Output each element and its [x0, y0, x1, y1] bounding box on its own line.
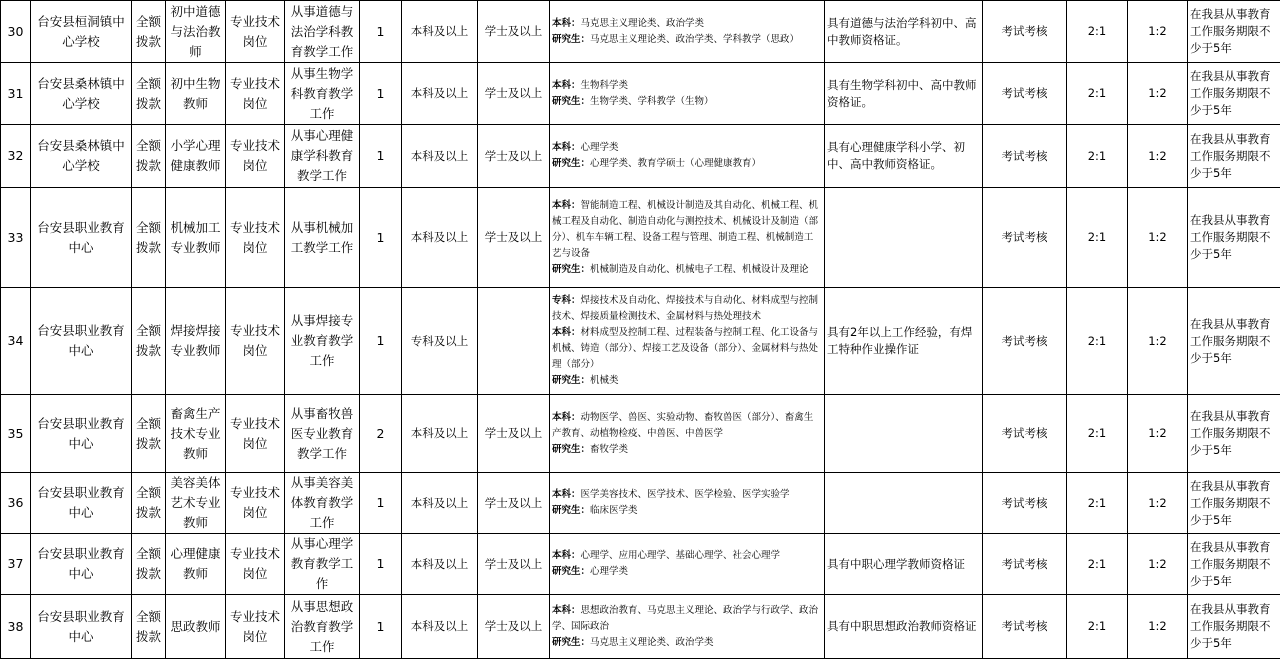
- major-list: 材料成型及控制工程、过程装备与控制工程、化工设备与机械、铸造（部分）、焊接工艺及设备（部分）、金属材料与热处理（部分）: [552, 327, 818, 370]
- major-list: 焊接技术及自动化、焊接技术与自动化、材料成型与控制技术、焊接质量检测技术、金属材料与热处理技术: [552, 295, 818, 322]
- cell-number: 35: [1, 395, 31, 473]
- cell-other-requirements: 具有中职心理学教师资格证: [825, 534, 983, 595]
- cell-ratio-1: 2:1: [1067, 188, 1128, 288]
- major-list: 机械类: [590, 375, 619, 386]
- major-list: 心理学类: [590, 566, 628, 577]
- cell-other-requirements: 具有心理健康学科小学、初中、高中教师资格证。: [825, 125, 983, 188]
- cell-position: 思政教师: [166, 595, 226, 659]
- table-row: [1, 63, 1280, 125]
- major-list: 动物医学、兽医、实验动物、畜牧兽医（部分）、畜禽生产教育、动植物检疫、中兽医、中兽医学: [552, 412, 813, 439]
- cell-degree: 学士及以上: [478, 473, 550, 534]
- cell-category: 专业技术岗位: [226, 595, 285, 659]
- table-row: [1, 188, 1280, 288]
- major-list: 生物学类、学科教学（生物）: [590, 96, 714, 107]
- cell-category: 专业技术岗位: [226, 473, 285, 534]
- cell-ratio-2: 1:2: [1128, 473, 1188, 534]
- major-requirement: [552, 503, 822, 519]
- cell-number: 38: [1, 595, 31, 659]
- cell-funding: 全额拨款: [132, 1, 166, 63]
- major-level-label: 研究生：: [552, 96, 590, 107]
- major-level-label: 本科：: [552, 605, 581, 616]
- cell-degree: 学士及以上: [478, 534, 550, 595]
- cell-unit: 台安县职业教育中心: [31, 288, 132, 395]
- major-list: 医学美容技术、医学技术、医学检验、医学实验学: [581, 489, 790, 500]
- cell-funding: 全额拨款: [132, 595, 166, 659]
- cell-ratio-1: 2:1: [1067, 395, 1128, 473]
- cell-funding: 全额拨款: [132, 188, 166, 288]
- cell-major: [550, 1, 825, 63]
- major-list: 临床医学类: [590, 505, 638, 516]
- cell-exam-method: 考试考核: [983, 534, 1067, 595]
- cell-exam-method: 考试考核: [983, 125, 1067, 188]
- cell-duty: 从事思想政治教育教学工作: [285, 595, 360, 659]
- major-list: 马克思主义理论类、政治学类: [581, 18, 705, 29]
- cell-funding: 全额拨款: [132, 395, 166, 473]
- cell-category: 专业技术岗位: [226, 288, 285, 395]
- major-level-label: 本科：: [552, 489, 581, 500]
- cell-ratio-1: 2:1: [1067, 595, 1128, 659]
- major-requirement: [552, 325, 822, 373]
- cell-ratio-2: 1:2: [1128, 63, 1188, 125]
- cell-note: 在我县从事教育工作服务期限不少于5年: [1188, 534, 1280, 595]
- cell-major: [550, 188, 825, 288]
- cell-note: 在我县从事教育工作服务期限不少于5年: [1188, 188, 1280, 288]
- cell-major: [550, 395, 825, 473]
- cell-unit: 台安县桑林镇中心学校: [31, 125, 132, 188]
- cell-position: 美容美体艺术专业教师: [166, 473, 226, 534]
- cell-exam-method: 考试考核: [983, 595, 1067, 659]
- cell-education: 本科及以上: [402, 534, 478, 595]
- major-level-label: 研究生：: [552, 505, 590, 516]
- cell-unit: 台安县职业教育中心: [31, 473, 132, 534]
- cell-degree: 学士及以上: [478, 395, 550, 473]
- major-level-label: 研究生：: [552, 375, 590, 386]
- major-requirement: [552, 262, 822, 278]
- cell-major: [550, 534, 825, 595]
- cell-note: 在我县从事教育工作服务期限不少于5年: [1188, 395, 1280, 473]
- major-list: 机械制造及自动化、机械电子工程、机械设计及理论: [590, 264, 809, 275]
- cell-funding: 全额拨款: [132, 473, 166, 534]
- cell-other-requirements: [825, 188, 983, 288]
- major-level-label: 研究生：: [552, 158, 590, 169]
- cell-degree: [478, 288, 550, 395]
- major-requirement: [552, 564, 822, 580]
- cell-number: 34: [1, 288, 31, 395]
- cell-category: 专业技术岗位: [226, 534, 285, 595]
- cell-duty: 从事心理健康学科教育教学工作: [285, 125, 360, 188]
- table-body: [1, 1, 1280, 659]
- major-requirement: [552, 442, 822, 458]
- cell-number: 31: [1, 63, 31, 125]
- major-level-label: 本科：: [552, 80, 581, 91]
- cell-position: 初中道德与法治教师: [166, 1, 226, 63]
- cell-category: 专业技术岗位: [226, 125, 285, 188]
- major-requirement: [552, 94, 822, 110]
- table-row: [1, 125, 1280, 188]
- cell-unit: 台安县职业教育中心: [31, 395, 132, 473]
- cell-other-requirements: 具有2年以上工作经验，有焊工特种作业操作证: [825, 288, 983, 395]
- cell-count: 1: [360, 125, 402, 188]
- major-requirement: [552, 603, 822, 635]
- table-row: [1, 595, 1280, 659]
- cell-note: 在我县从事教育工作服务期限不少于5年: [1188, 595, 1280, 659]
- cell-number: 37: [1, 534, 31, 595]
- cell-ratio-1: 2:1: [1067, 288, 1128, 395]
- major-requirement: [552, 32, 822, 48]
- cell-funding: 全额拨款: [132, 288, 166, 395]
- cell-count: 1: [360, 534, 402, 595]
- cell-degree: 学士及以上: [478, 188, 550, 288]
- cell-note: 在我县从事教育工作服务期限不少于5年: [1188, 63, 1280, 125]
- cell-ratio-1: 2:1: [1067, 125, 1128, 188]
- cell-ratio-2: 1:2: [1128, 125, 1188, 188]
- cell-degree: 学士及以上: [478, 63, 550, 125]
- cell-category: 专业技术岗位: [226, 188, 285, 288]
- major-list: 思想政治教育、马克思主义理论、政治学与行政学、政治学、国际政治: [552, 605, 818, 632]
- cell-education: 专科及以上: [402, 288, 478, 395]
- cell-position: 畜禽生产技术专业教师: [166, 395, 226, 473]
- major-requirement: [552, 373, 822, 389]
- major-requirement: [552, 198, 822, 262]
- major-level-label: 研究生：: [552, 264, 590, 275]
- major-level-label: 本科：: [552, 200, 581, 211]
- cell-number: 33: [1, 188, 31, 288]
- cell-education: 本科及以上: [402, 1, 478, 63]
- cell-number: 36: [1, 473, 31, 534]
- cell-ratio-1: 2:1: [1067, 534, 1128, 595]
- cell-ratio-2: 1:2: [1128, 395, 1188, 473]
- major-requirement: [552, 16, 822, 32]
- cell-position: 初中生物教师: [166, 63, 226, 125]
- major-level-label: 研究生：: [552, 34, 590, 45]
- major-level-label: 研究生：: [552, 637, 590, 648]
- cell-degree: 学士及以上: [478, 1, 550, 63]
- major-level-label: 专科：: [552, 295, 581, 306]
- major-requirement: [552, 78, 822, 94]
- major-level-label: 本科：: [552, 412, 581, 423]
- cell-position: 机械加工专业教师: [166, 188, 226, 288]
- major-list: 心理学类、教育学硕士（心理健康教育）: [590, 158, 761, 169]
- cell-ratio-1: 2:1: [1067, 473, 1128, 534]
- major-level-label: 本科：: [552, 550, 581, 561]
- cell-count: 1: [360, 63, 402, 125]
- cell-count: 1: [360, 288, 402, 395]
- cell-ratio-2: 1:2: [1128, 534, 1188, 595]
- cell-education: 本科及以上: [402, 595, 478, 659]
- cell-ratio-2: 1:2: [1128, 188, 1188, 288]
- cell-duty: 从事美容美体教育教学工作: [285, 473, 360, 534]
- cell-duty: 从事心理学教育教学工作: [285, 534, 360, 595]
- cell-other-requirements: 具有道德与法治学科初中、高中教师资格证。: [825, 1, 983, 63]
- cell-other-requirements: 具有中职思想政治教师资格证: [825, 595, 983, 659]
- cell-duty: 从事生物学科教育教学工作: [285, 63, 360, 125]
- major-requirement: [552, 293, 822, 325]
- cell-duty: 从事机械加工教学工作: [285, 188, 360, 288]
- cell-other-requirements: 具有生物学科初中、高中教师资格证。: [825, 63, 983, 125]
- cell-unit: 台安县职业教育中心: [31, 595, 132, 659]
- major-requirement: [552, 410, 822, 442]
- major-list: 畜牧学类: [590, 444, 628, 455]
- cell-exam-method: 考试考核: [983, 188, 1067, 288]
- cell-funding: 全额拨款: [132, 534, 166, 595]
- major-level-label: 研究生：: [552, 566, 590, 577]
- cell-position: 焊接焊接专业教师: [166, 288, 226, 395]
- major-requirement: [552, 548, 822, 564]
- cell-position: 小学心理健康教师: [166, 125, 226, 188]
- major-requirement: [552, 156, 822, 172]
- cell-other-requirements: [825, 473, 983, 534]
- cell-degree: 学士及以上: [478, 595, 550, 659]
- cell-major: [550, 63, 825, 125]
- cell-unit: 台安县桑林镇中心学校: [31, 63, 132, 125]
- cell-ratio-2: 1:2: [1128, 288, 1188, 395]
- major-requirement: [552, 635, 822, 651]
- cell-major: [550, 125, 825, 188]
- cell-category: 专业技术岗位: [226, 395, 285, 473]
- cell-other-requirements: [825, 395, 983, 473]
- cell-education: 本科及以上: [402, 473, 478, 534]
- table-row: [1, 288, 1280, 395]
- cell-unit: 台安县职业教育中心: [31, 188, 132, 288]
- cell-major: [550, 473, 825, 534]
- major-level-label: 本科：: [552, 142, 581, 153]
- cell-degree: 学士及以上: [478, 125, 550, 188]
- major-list: 马克思主义理论类、政治学类: [590, 637, 714, 648]
- cell-education: 本科及以上: [402, 63, 478, 125]
- cell-duty: 从事畜牧兽医专业教育教学工作: [285, 395, 360, 473]
- cell-duty: 从事焊接专业教育教学工作: [285, 288, 360, 395]
- cell-exam-method: 考试考核: [983, 1, 1067, 63]
- table-row: [1, 395, 1280, 473]
- cell-major: [550, 288, 825, 395]
- major-level-label: 本科：: [552, 327, 581, 338]
- cell-funding: 全额拨款: [132, 63, 166, 125]
- major-requirement: [552, 140, 822, 156]
- cell-count: 1: [360, 1, 402, 63]
- cell-note: 在我县从事教育工作服务期限不少于5年: [1188, 1, 1280, 63]
- cell-education: 本科及以上: [402, 395, 478, 473]
- major-level-label: 研究生：: [552, 444, 590, 455]
- cell-number: 32: [1, 125, 31, 188]
- cell-education: 本科及以上: [402, 188, 478, 288]
- table-row: [1, 1, 1280, 63]
- major-list: 生物科学类: [581, 80, 629, 91]
- cell-count: 1: [360, 473, 402, 534]
- major-list: 心理学、应用心理学、基础心理学、社会心理学: [581, 550, 781, 561]
- cell-exam-method: 考试考核: [983, 288, 1067, 395]
- cell-exam-method: 考试考核: [983, 473, 1067, 534]
- cell-note: 在我县从事教育工作服务期限不少于5年: [1188, 288, 1280, 395]
- cell-funding: 全额拨款: [132, 125, 166, 188]
- cell-position: 心理健康教师: [166, 534, 226, 595]
- table-row: [1, 534, 1280, 595]
- cell-education: 本科及以上: [402, 125, 478, 188]
- cell-duty: 从事道德与法治学科教育教学工作: [285, 1, 360, 63]
- cell-ratio-2: 1:2: [1128, 595, 1188, 659]
- major-list: 马克思主义理论类、政治学类、学科教学（思政）: [590, 34, 799, 45]
- cell-ratio-2: 1:2: [1128, 1, 1188, 63]
- cell-category: 专业技术岗位: [226, 63, 285, 125]
- cell-number: 30: [1, 1, 31, 63]
- cell-count: 1: [360, 188, 402, 288]
- cell-count: 2: [360, 395, 402, 473]
- cell-exam-method: 考试考核: [983, 63, 1067, 125]
- cell-category: 专业技术岗位: [226, 1, 285, 63]
- cell-exam-method: 考试考核: [983, 395, 1067, 473]
- major-list: 智能制造工程、机械设计制造及其自动化、机械工程、机械工程及自动化、制造自动化与测控技术、机械设计及制造（部分）、机车车辆工程、设备工程与管理、制造工程、机械制造工艺与设备: [552, 200, 818, 259]
- cell-ratio-1: 2:1: [1067, 63, 1128, 125]
- cell-count: 1: [360, 595, 402, 659]
- cell-unit: 台安县职业教育中心: [31, 534, 132, 595]
- major-level-label: 本科：: [552, 18, 581, 29]
- cell-note: 在我县从事教育工作服务期限不少于5年: [1188, 125, 1280, 188]
- cell-ratio-1: 2:1: [1067, 1, 1128, 63]
- cell-note: 在我县从事教育工作服务期限不少于5年: [1188, 473, 1280, 534]
- major-requirement: [552, 487, 822, 503]
- table-row: [1, 473, 1280, 534]
- cell-major: [550, 595, 825, 659]
- major-list: 心理学类: [581, 142, 619, 153]
- cell-unit: 台安县桓洞镇中心学校: [31, 1, 132, 63]
